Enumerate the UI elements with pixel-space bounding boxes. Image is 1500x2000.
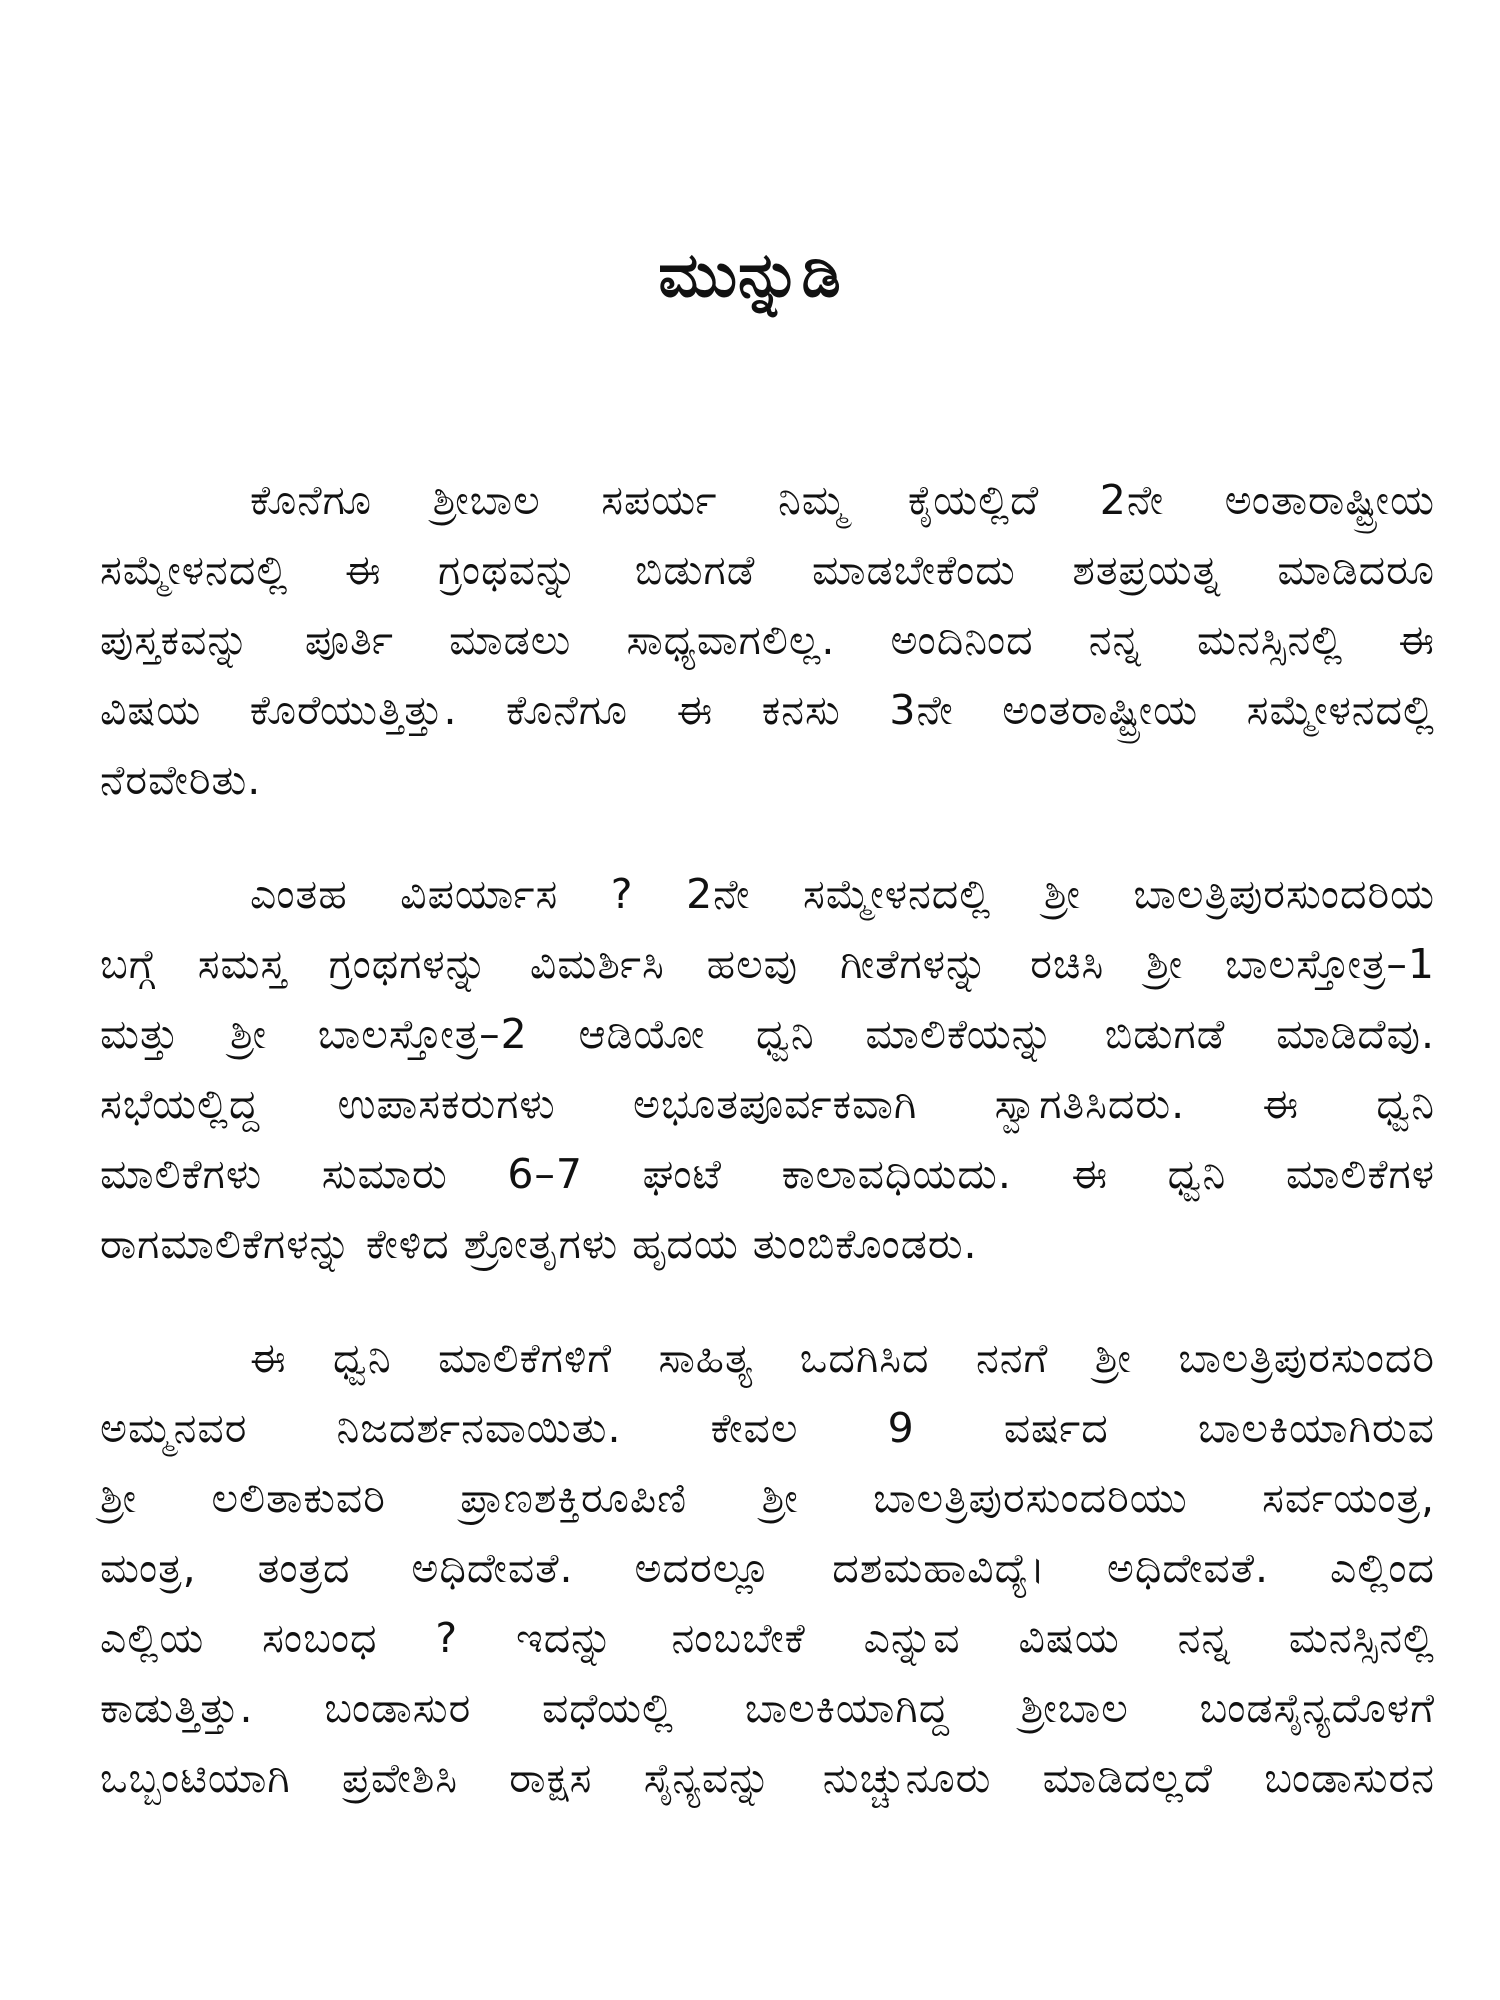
paragraph-line: ಮತ್ತು ಶ್ರೀ ಬಾಲಸ್ತೋತ್ರ–2 ಆಡಿಯೋ ಧ್ವನಿ ಮಾಲಿಕೆಯನ್ನು ಬಿಡುಗಡೆ ಮಾಡಿದೆವು. — [100, 1010, 1435, 1058]
paragraph-line: ಮಾಲಿಕೆಗಳು ಸುಮಾರು 6–7 ಘಂಟೆ ಕಾಲಾವಧಿಯದು. ಈ ಧ್ವನಿ ಮಾಲಿಕೆಗಳ — [100, 1150, 1435, 1198]
paragraph-3 — [100, 1323, 1435, 1813]
paragraph-line: ಬಗ್ಗೆ ಸಮಸ್ತ ಗ್ರಂಥಗಳನ್ನು ವಿಮರ್ಶಿಸಿ ಹಲವು ಗೀತೆಗಳನ್ನು ರಚಿಸಿ ಶ್ರೀ ಬಾಲಸ್ತೋತ್ರ–1 — [100, 940, 1435, 988]
paragraph-line: ಕೊನೆಗೂ ಶ್ರೀಬಾಲ ಸಪರ್ಯ ನಿಮ್ಮ ಕೈಯಲ್ಲಿದೆ 2ನೇ ಅಂತಾರಾಷ್ಟ್ರೀಯ — [250, 476, 1435, 524]
paragraph-1 — [100, 465, 1435, 815]
paragraph-line: ಕಾಡುತ್ತಿತ್ತು. ಬಂಡಾಸುರ ವಧೆಯಲ್ಲಿ ಬಾಲಕಿಯಾಗಿದ್ದ ಶ್ರೀಬಾಲ ಬಂಡಸೈನ್ಯದೊಳಗೆ — [100, 1684, 1435, 1732]
paragraph-line: ಸಭೆಯಲ್ಲಿದ್ದ ಉಪಾಸಕರುಗಳು ಅಭೂತಪೂರ್ವಕವಾಗಿ ಸ್ವಾಗತಿಸಿದರು. ಈ ಧ್ವನಿ — [100, 1080, 1435, 1128]
paragraph-line: ಸಮ್ಮೇಳನದಲ್ಲಿ ಈ ಗ್ರಂಥವನ್ನು ಬಿಡುಗಡೆ ಮಾಡಬೇಕೆಂದು ಶತಪ್ರಯತ್ನ ಮಾಡಿದರೂ — [100, 546, 1435, 594]
paragraph-line: ಪುಸ್ತಕವನ್ನು ಪೂರ್ತಿ ಮಾಡಲು ಸಾಧ್ಯವಾಗಲಿಲ್ಲ. ಅಂದಿನಿಂದ ನನ್ನ ಮನಸ್ಸಿನಲ್ಲಿ ಈ — [100, 616, 1435, 664]
paragraph-line: ಎಂತಹ ವಿಪರ್ಯಾಸ ? 2ನೇ ಸಮ್ಮೇಳನದಲ್ಲಿ ಶ್ರೀ ಬಾಲತ್ರಿಪುರಸುಂದರಿಯ — [250, 870, 1435, 918]
paragraph-line: ಶ್ರೀ ಲಲಿತಾಕುವರಿ ಪ್ರಾಣಶಕ್ತಿರೂಪಿಣಿ ಶ್ರೀ ಬಾಲತ್ರಿಪುರಸುಂದರಿಯು ಸರ್ವಯಂತ್ರ, — [100, 1474, 1435, 1522]
paragraph-line: ರಾಗಮಾಲಿಕೆಗಳನ್ನು ಕೇಳಿದ ಶ್ರೋತೃಗಳು ಹೃದಯ ತುಂಬಿಕೊಂಡರು. — [100, 1220, 978, 1268]
paragraph-line: ಈ ಧ್ವನಿ ಮಾಲಿಕೆಗಳಿಗೆ ಸಾಹಿತ್ಯ ಒದಗಿಸಿದ ನನಗೆ ಶ್ರೀ ಬಾಲತ್ರಿಪುರಸುಂದರಿ — [250, 1334, 1435, 1382]
paragraph-line: ಅಮ್ಮನವರ ನಿಜದರ್ಶನವಾಯಿತು. ಕೇವಲ 9 ವರ್ಷದ ಬಾಲಕಿಯಾಗಿರುವ — [100, 1404, 1435, 1452]
paragraph-line: ನೆರವೇರಿತು. — [100, 756, 262, 804]
paragraph-line: ವಿಷಯ ಕೊರೆಯುತ್ತಿತ್ತು. ಕೊನೆಗೂ ಈ ಕನಸು 3ನೇ ಅಂತರಾಷ್ಟ್ರೀಯ ಸಮ್ಮೇಳನದಲ್ಲಿ — [100, 686, 1435, 734]
page-title: ಮುನ್ನುಡಿ — [658, 238, 842, 311]
paragraph-line: ಎಲ್ಲಿಯ ಸಂಬಂಧ ? ಇದನ್ನು ನಂಬಬೇಕೆ ಎನ್ನುವ ವಿಷಯ ನನ್ನ ಮನಸ್ಸಿನಲ್ಲಿ — [100, 1614, 1435, 1662]
paragraph-2 — [100, 859, 1435, 1279]
paragraph-line: ಮಂತ್ರ, ತಂತ್ರದ ಅಧಿದೇವತೆ. ಅದರಲ್ಲೂ ದಶಮಹಾವಿದ್ಯೆ। ಅಧಿದೇವತೆ. ಎಲ್ಲಿಂದ — [100, 1544, 1435, 1592]
body-text — [100, 465, 1435, 1857]
paragraph-line: ಒಬ್ಬಂಟಿಯಾಗಿ ಪ್ರವೇಶಿಸಿ ರಾಕ್ಷಸ ಸೈನ್ಯವನ್ನು ನುಚ್ಚುನೂರು ಮಾಡಿದಲ್ಲದೆ ಬಂಡಾಸುರನ — [100, 1754, 1435, 1802]
